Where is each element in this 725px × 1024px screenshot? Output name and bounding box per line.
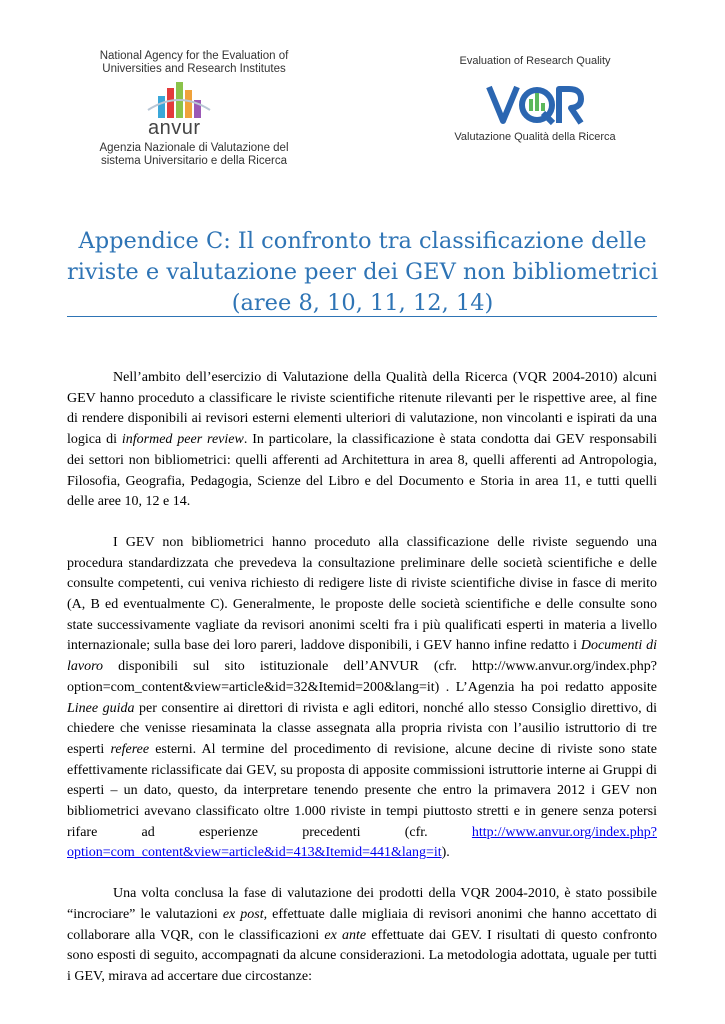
vqr-wordmark-icon	[485, 79, 585, 129]
title-line-2: riviste e valutazione peer dei GEV non bibliometrici	[66, 259, 659, 285]
anvur-bar	[185, 90, 192, 118]
p2-text-5: ).	[441, 845, 450, 861]
p1-text-2: . In particolare, la classificazione è stata condotta dai GEV responsabili dei settori non bibliometrici: quelli afferenti ad Architettura in area 8, quelli afferenti ad Antropologia, Filosofia, Geografia, Pedagogia, Scienze del Libro e del Documento e Storia in area 11, e tutti quelli delle aree 10, 12 e 14.	[67, 432, 657, 510]
paragraph-2	[67, 533, 657, 864]
anvur-italian-name: Agenzia Nazionale di Valutazione del sistema Universitario e della Ricerca	[99, 142, 289, 167]
p2-text-1: I GEV non bibliometrici hanno proceduto alla classificazione delle riviste seguendo una procedura standardizzata che prevedeva la consultazione preliminare delle società scientifiche e delle consulte competenti, cui veniva richiesto di redigere liste di riviste scientifiche divise in fasce di merito (A, B ed eventualmente C). Generalmente, le proposte delle società scientifiche e delle consulte sono state successivamente vagliate da revisori anonimi scelti fra i più qualificati esperti in materia a livello internazionale; sulla base dei loro pareri, laddove disponibili, i GEV hanno infine redatto i	[67, 534, 657, 654]
p3-text-1: Una volta conclusa la fase di valutazione dei prodotti della VQR 2004-2010, è stato possibile “incrociare” le valutazioni	[67, 886, 657, 922]
anvur-bars-icon	[144, 80, 214, 120]
anvur-bar	[158, 96, 165, 118]
p2-text-2: disponibili sul sito istituzionale dell’ANVUR (cfr. http://www.anvur.org/index.php?option=com_content&view=article&id=32&Itemid=200&lang=it) . L’Agenzia ha poi redatto apposite	[67, 659, 657, 695]
vqr-logo	[450, 55, 620, 143]
title-underline	[67, 316, 657, 317]
p2-text-4: esterni. Al termine del procedimento di revisione, alcune decine di riviste sono state effettivamente riclassificate dai GEV, su proposta di apposite commissioni istruttorie interne ai Gruppi di esperti – un dato, questo, da interpretare tenendo presente che entro la primavera 2012 i GEV non bibliometrici avevano classificato oltre 1.000 riviste in tempi piuttosto stretti e in genere senza potersi rifare ad esperienze precedenti (cfr.	[67, 741, 657, 840]
anvur-reference-link[interactable]: http://www.anvur.org/index.php?option=com_content&view=article&id=413&Itemid=441&lang=it	[67, 824, 657, 861]
p2-text-3: per consentire ai direttori di rivista e agli editori, nonché allo stesso Consiglio direttivo, di chiedere che venisse riesaminata la classe assegnata alla propria rivista con l’ausilio istruttorio di tre esperti	[67, 700, 657, 757]
p2-emphasis-1: Documenti di lavoro	[67, 638, 657, 675]
vqr-italian-name: Valutazione Qualità della Ricerca	[454, 131, 616, 143]
anvur-logo	[94, 50, 294, 168]
anvur-english-name: National Agency for the Evaluation of Universities and Research Institutes	[99, 50, 289, 75]
p3-text-2: effettuate dalle migliaia di revisori anonimi che hanno accettato di collaborare alla VQR, con le classificazioni	[67, 906, 657, 943]
title-line-3: (aree 8, 10, 11, 12, 14)	[231, 290, 494, 316]
p1-text-1: Nell’ambito dell’esercizio di Valutazione della Qualità della Ricerca (VQR 2004-2010) alcuni GEV hanno proceduto a classificare le riviste scientifiche ritenute rilevanti per le rispettive aree, al fine di rendere disponibili ai revisori esterni elementi ulteriori di valutazione, non vincolanti e ispirati da una logica di	[67, 370, 657, 448]
page-title	[60, 226, 665, 319]
vqr-english-name: Evaluation of Research Quality	[459, 55, 611, 67]
p2-emphasis-3: referee	[110, 741, 150, 757]
p1-emphasis: informed peer review	[121, 432, 244, 448]
p3-emphasis-1: ex post,	[222, 906, 268, 922]
paragraph-1	[67, 368, 657, 513]
p3-text-3: effettuate dai GEV. I risultati di questo confronto sono esposti di seguito, accompagnati da alcune considerazioni. La metodologia adottata, uguale per tutti i GEV, mirava ad accertare due circostanze:	[67, 927, 658, 984]
document-body	[67, 368, 657, 1008]
anvur-bar	[167, 88, 174, 118]
title-line-1: Appendice C: Il confronto tra classificazione delle	[78, 228, 647, 254]
paragraph-3	[67, 884, 657, 988]
p2-emphasis-2: Linee guida	[67, 700, 135, 716]
p3-emphasis-2: ex ante	[324, 927, 367, 943]
vqr-mark	[450, 79, 620, 131]
anvur-wordmark: anvur	[148, 117, 201, 139]
anvur-mark	[94, 80, 294, 142]
